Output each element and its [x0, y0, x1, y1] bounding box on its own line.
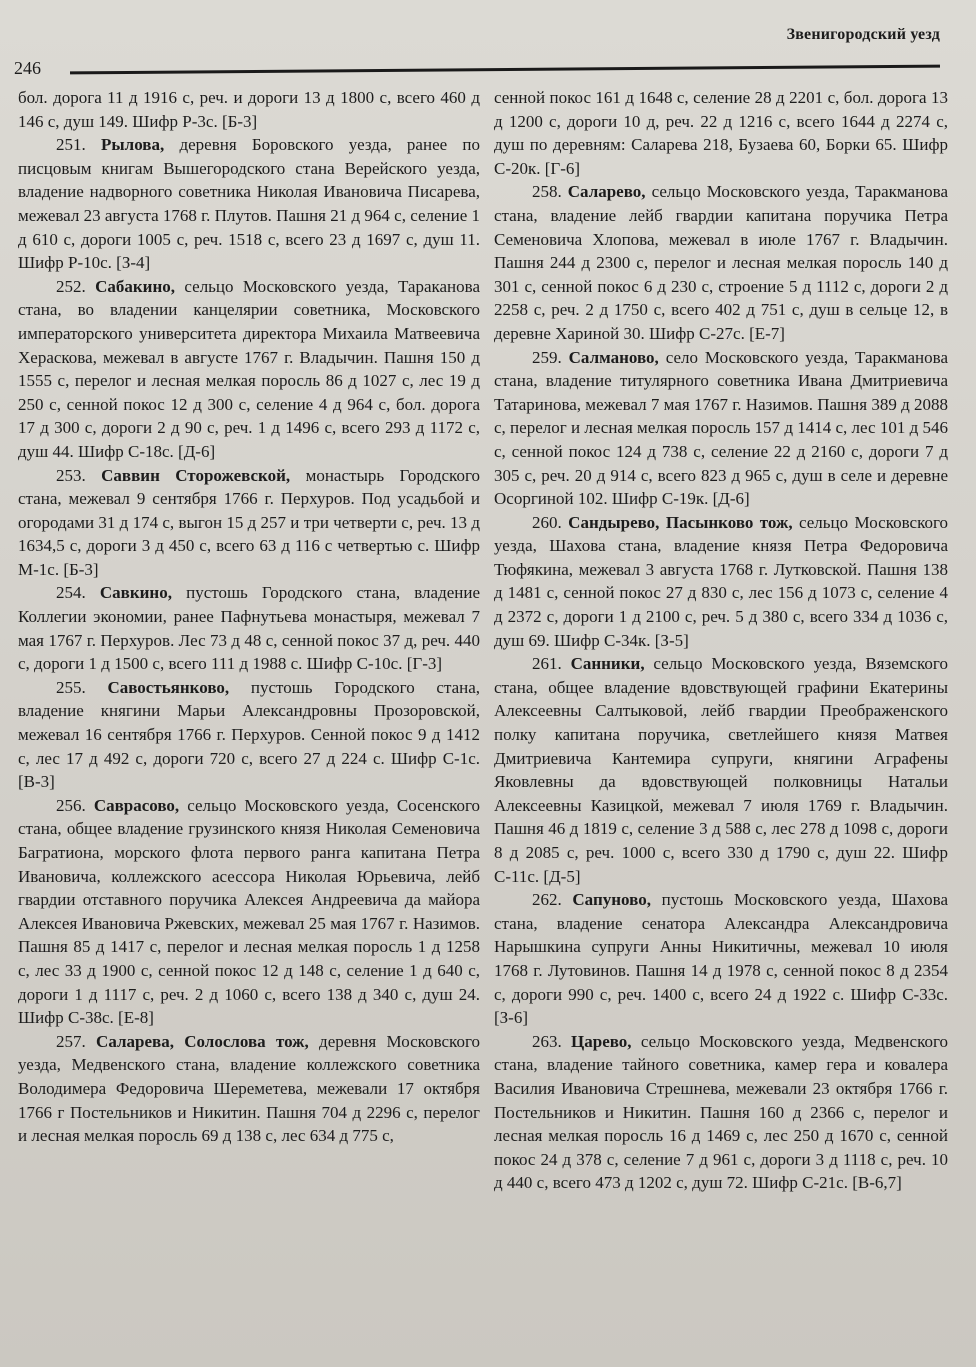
entry-258 — [494, 180, 948, 345]
entry-text: сельцо Московского уезда, Сосенского стана, общее владение грузинского князя Николая Семеновича Багратиона, морского флота первого ранга капитана Петра Ивановича, коллежского асессора Николая Юрьевича, лейб гвардии отставного поручика Алексея Андреевича да майора Алексея Ивановича Ржевских, межевал 25 мая 1767 г. Назимов. Пашня 85 д 1417 с, перелог и лесная мелкая поросль 1 д 1258 с, лес 33 д 1900 с, сенной покос 12 д 148 с, селение 1 д 640 с, дороги 1 д 1117 с, реч. 2 д 1060 с, всего 138 д 340 с, душ 24. Шифр С-38с. [Е-8] — [18, 795, 481, 1028]
entry-text: сельцо Московского уезда, Вяземского стана, общее владение вдовствующей графини Екатерины Алексеевны Салтыковой, лейб гвардии Преображенского полку капитана поручика, светлейшего князя Матвея Дмитриевича Кантемира супруги, княгини Аграфены Яковлевны да вдовствующей полковницы Натальи Алексеевны Казицкой, межевал 7 июля 1769 г. Владычин. Пашня 46 д 1819 с, селение 3 д 588 с, лес 278 д 1098 с, дороги 8 д 2085 с, реч. 1000 с, всего 330 д 1790 с, душ 22. Шифр С-11с. [Д-5] — [494, 654, 948, 886]
entry-number: 257. — [56, 1031, 86, 1051]
entry-name: Салманово, — [568, 347, 659, 367]
entry-text: пустошь Городского стана, владение княгини Марьи Александровны Прозоровской, межевал 16 сентября 1766 г. Перхуров. Сенной покос 9 д 1412 с, лес 17 д 492 с, дороги 720 с, всего 27 д 224 с. Шифр С-1с. [В-3] — [18, 677, 481, 792]
left-column — [18, 86, 480, 1148]
entry-number: 261. — [532, 654, 562, 674]
entry-name: Савостьянково, — [107, 677, 230, 697]
entry-text: сельцо Московского уезда, Медвенского стана, владение тайного советника, камер гера и ковалера Василия Ивановича Стрешнева, межевали 23 октября 1766 г. Постельников и Никитин. Пашня 160 д 2366 с, перелог и лесная мелкая поросль 16 д 1469 с, лес 250 д 1670 с, сенной покос 24 д 378 с, селение 7 д 961 с, дороги 3 д 1118 с, реч. 10 д 440 с, всего 473 д 1202 с, душ 72. Шифр С-21с. [В-6,7] — [494, 1031, 949, 1193]
entry-name: Сабакино, — [95, 276, 176, 296]
entry-254 — [18, 581, 480, 675]
entry-name: Рылова, — [101, 135, 165, 155]
entry-name: Савкино, — [99, 583, 172, 603]
entry-text: пустошь Городского стана, владение Коллегии экономии, ранее Пафнутьева монастыря, межевал 7 мая 1767 г. Перхуров. Лес 73 д 48 с, сенной покос 37 д, реч. 440 с, дороги 1 д 1500 с, всего 111 д 1988 с. Шифр С-10с. [Г-3] — [18, 583, 481, 674]
entry-text: село Московского уезда, Таракманова стана, владение титулярного советника Ивана Дмитриевича Татаринова, межевал 7 мая 1767 г. Назимов. Пашня 389 д 2088 с, перелог и лесная мелкая поросль 157 д 1414 с, лес 101 д 546 с, сенной покос 124 д 738 с, селение 22 д 2160 с, дороги 7 д 305 с, реч. 20 д 914 с, всего 823 д 965 с, душ в селе и деревне Осоргиной 102. Шифр С-19к. [Д-6] — [494, 347, 948, 509]
entry-number: 253. — [56, 465, 86, 485]
entry-259 — [494, 346, 948, 511]
entry-number: 251. — [56, 135, 86, 155]
entry-number: 252. — [56, 276, 86, 296]
entry-name: Саларева, Солослова тож, — [96, 1031, 309, 1051]
entry-257 — [18, 1030, 480, 1148]
entry-continuation — [18, 86, 480, 133]
entry-253 — [18, 464, 480, 582]
entry-text: деревня Московского уезда, Медвенского стана, владение коллежского советника Володимера Федоровича Шереметева, межевали 17 октября 1766 г Постельников и Никитин. Пашня 704 д 2296 с, перелог и лесная мелкая поросль 69 д 138 с, лес 634 д 775 с, — [18, 1031, 480, 1146]
entry-number: 255. — [56, 677, 86, 697]
entry-text: деревня Боровского уезда, ранее по писцовым книгам Вышегородского стана Верейского уезда, владение надворного советника Николая Ивановича Писарева, межевал 23 августа 1768 г. Плутов. Пашня 21 д 964 с, селение 1 д 610 с, дороги 1005 с, реч. 1518 с, всего 23 д 1697 с, душ 11. Шифр Р-10с. [З-4] — [18, 135, 481, 273]
entry-261 — [494, 652, 948, 888]
entry-number: 258. — [532, 182, 562, 202]
entry-number: 259. — [532, 347, 562, 367]
entry-name: Санники, — [570, 654, 645, 674]
entry-262 — [494, 888, 948, 1030]
entry-text: сельцо Московского уезда, Таракманова стана, владение лейб гвардии капитана поручика Петра Семеновича Хлопова, межевал в июле 1767 г. Владычин. Пашня 244 д 2300 с, перелог и лесная мелкая поросль 140 д 301 с, сенной покос 6 д 230 с, строение 5 д 1112 с, дороги 2 д 2258 с, реч. 2 д 1750 с, всего 402 д 751 с, душ в сельце 12, в деревне Хариной 30. Шифр С-27с. [Е-7] — [494, 182, 949, 343]
entry-text: сельцо Московского уезда, Тараканова стана, во владении канцелярии советника, Московского императорского университета директора Михаила Матвеевича Хераскова, межевал в августе 1767 г. Владычин. Пашня 150 д 1555 с, перелог и лесная мелкая поросль 86 д 1027 с, лес 19 д 250 с, сенной покос 12 д 300 с, селение 4 д 964 с, бол. дорога 17 д 300 с, дороги 2 д 90 с, реч. 1 д 1496 с, всего 293 д 1172 с, душ 44. Шифр С-18с. [Д-6] — [18, 276, 480, 461]
entry-number: 263. — [532, 1031, 562, 1051]
entry-text: сельцо Московского уезда, Шахова стана, владение князя Петра Федоровича Тюфякина, межевал 3 августа 1768 г. Лутковской. Пашня 138 д 1481 с, сенной покос 27 д 830 с, лес 156 д 1073 с, селение 4 д 2372 с, дороги 1 д 2100 с, реч. 5 д 380 с, всего 334 д 1036 с, душ 69. Шифр С-34к. [З-5] — [494, 512, 949, 650]
entry-255 — [18, 676, 480, 794]
entry-text: бол. дорога 11 д 1916 с, реч. и дороги 13 д 1800 с, всего 460 д 146 с, душ 149. Шифр Р-3с. [Б-3] — [18, 88, 480, 131]
entry-256 — [18, 794, 480, 1030]
entry-name: Саларево, — [567, 182, 646, 202]
header-rule — [70, 65, 940, 75]
entry-number: 262. — [532, 890, 562, 910]
entry-text: сенной покос 161 д 1648 с, селение 28 д 2201 с, бол. дорога 13 д 1200 с, дороги 10 д, реч. 22 д 1216 с, всего 1644 д 2274 с, душ по деревням: Саларева 218, Бузаева 60, Борки 65. Шифр С-20к. [Г-6] — [494, 88, 948, 178]
entry-name: Сапуново, — [572, 890, 651, 910]
entry-number: 256. — [56, 795, 86, 815]
entry-263 — [494, 1030, 948, 1195]
page-number: 246 — [14, 58, 41, 78]
entry-number: 254. — [56, 583, 86, 603]
entry-number: 260. — [532, 512, 562, 532]
entry-continuation — [494, 86, 948, 180]
entry-name: Сандырево, Пасынково тож, — [568, 512, 793, 532]
entry-name: Саввин Сторожевской, — [101, 465, 291, 485]
entry-251 — [18, 133, 480, 275]
entry-name: Царево, — [571, 1031, 632, 1051]
entry-260 — [494, 511, 948, 653]
right-column — [494, 86, 948, 1195]
entry-text: монастырь Городского стана, межевал 9 сентября 1766 г. Перхуров. Под усадьбой и огородами 31 д 174 с, выгон 15 д 257 и три четверти с, реч. 13 д 1634,5 с, дороги 3 д 450 с, всего 63 д 116 с четвертью с. Шифр М-1с. [Б-3] — [18, 465, 480, 579]
entry-252 — [18, 275, 480, 464]
entry-name: Саврасово, — [93, 795, 180, 815]
running-header-title: Звенигородский уезд — [786, 26, 940, 43]
entry-text: пустошь Московского уезда, Шахова стана, владение сенатора Александра Александровича Нарышкина супруги Анны Никитичны, межевал 10 июля 1768 г. Лутовинов. Пашня 14 д 1978 с, сенной покос 8 д 2354 с, дороги 990 с, реч. 1400 с, всего 24 д 1922 с. Шифр С-33с. [З-6] — [494, 890, 949, 1028]
